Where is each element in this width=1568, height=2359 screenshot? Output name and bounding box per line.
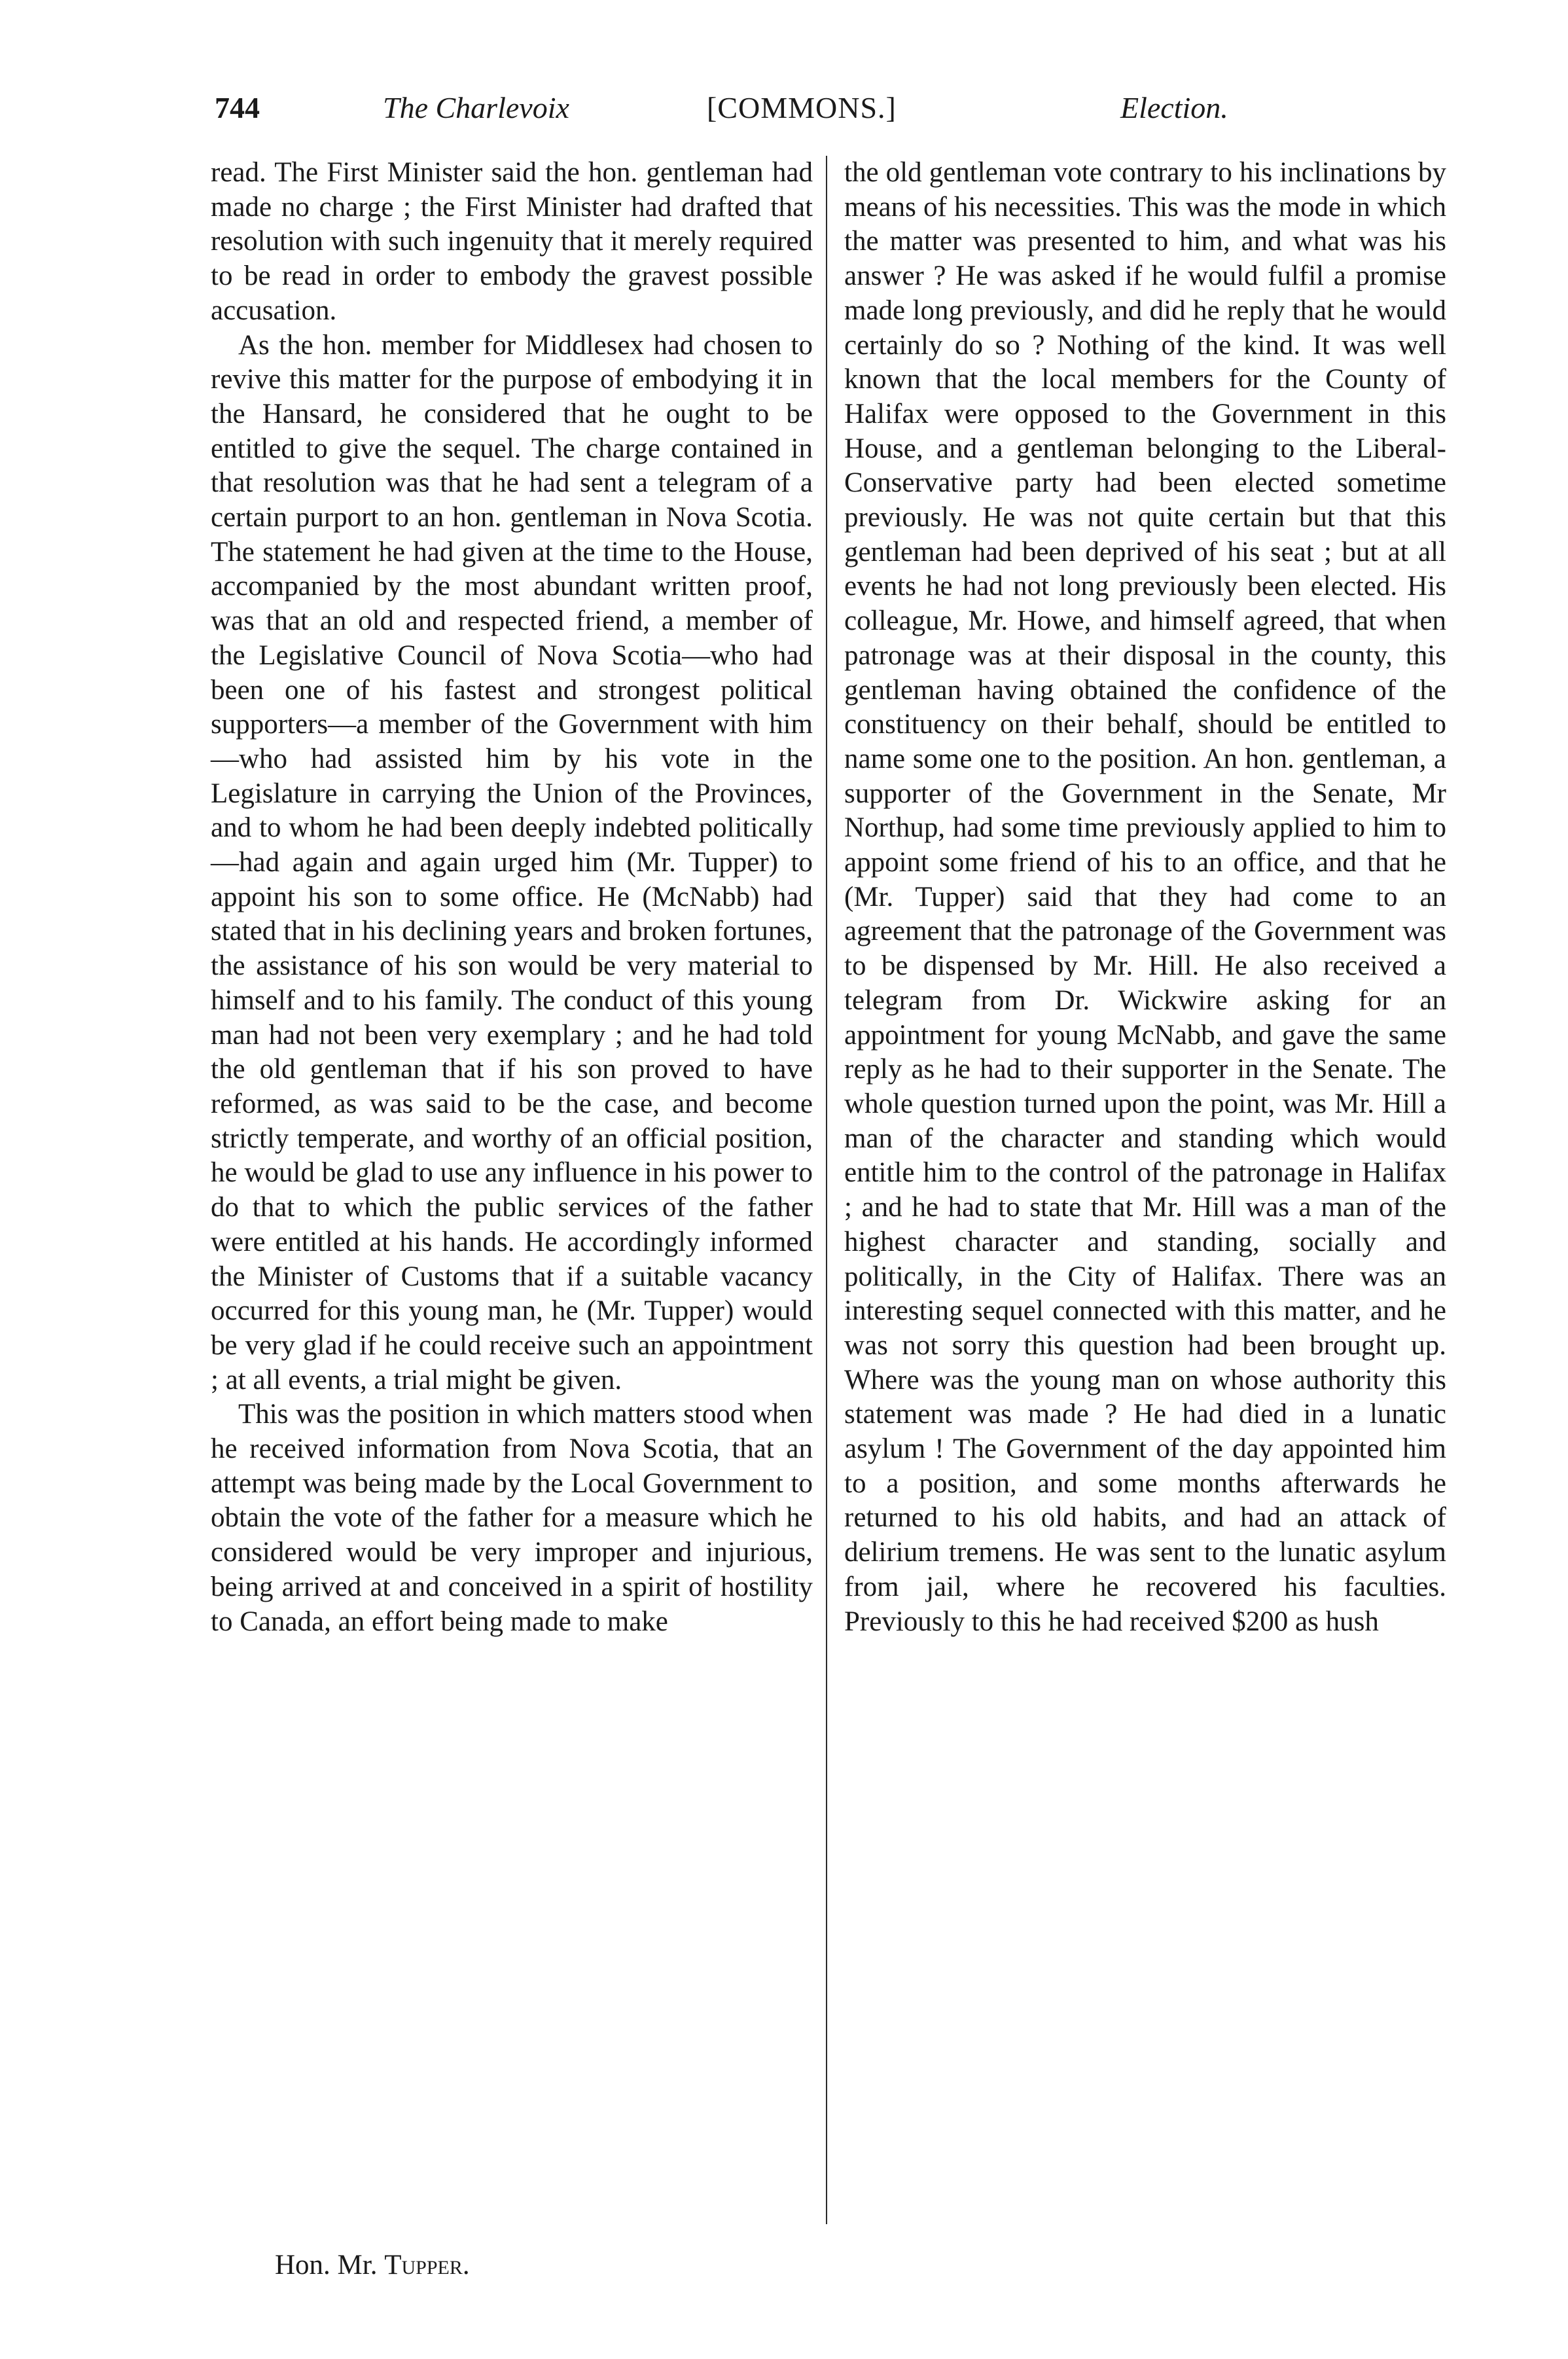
speaker-name: Tupper.	[384, 2250, 470, 2280]
paragraph: As the hon. member for Middlesex had chosen to revive this matter for the purpose of embodying it in the Hansard, he considered that he ought to be entitled to give the sequel. The charge contained in that resolution was that he had sent a telegram of a certain purport to an hon. gentleman in Nova Scotia. The statement he had given at the time to the House, accompanied by the most abundant written proof, was that an old and respected friend, a member of the Legislative Council of Nova Scotia—who had been one of his fastest and strongest political supporters—a member of the Government with him—who had assisted him by his vote in the Legislature in carrying the Union of the Provinces, and to whom he had been deeply indebted politically—had again and again urged him (Mr. Tupper) to appoint his son to some office. He (McNabb) had stated that in his declining years and broken fortunes, the assistance of his son would be very material to himself and to his family. The conduct of this young man had not been very exemplary ; and he had told the old gentleman that if his son proved to have reformed, as was said to be the case, and become strictly temperate, and worthy of an official position, he would be glad to use any influence in his power to do that to which the public services of the father were entitled at his hands. He accordingly informed the Minister of Customs that if a suitable vacancy occurred for this young man, he (Mr. Tupper) would be very glad if he could receive such an appointment ; at all events, a trial might be given.	[211, 329, 813, 1396]
speaker-prefix: Hon. Mr.	[275, 2250, 378, 2280]
running-title: The Charlevoix	[383, 91, 569, 124]
paragraph: read. The First Minister said the hon. gentleman had made no charge ; the First Minister had drafted that resolution with such ingenuity that it merely required to be read in order to embody the gravest possible accusation.	[211, 157, 813, 326]
column-divider	[826, 156, 827, 2224]
house-label: [COMMONS.]	[707, 91, 897, 124]
page-header	[209, 90, 1243, 143]
paragraph: the old gentleman vote contrary to his inclinations by means of his necessities. This was the mode in which the matter was presented to him, and what was his answer ? He was asked if he would fulfil a promise made long previously, and did he reply that he would certainly do so ? Nothing of the kind. It was well known that the local members for the County of Halifax were opposed to the Government in this House, and a gentleman belonging to the Liberal-Conservative party had been elected sometime previously. He was not quite certain but that this gentleman had been deprived of his seat ; but at all events he had not long previously been elected. His colleague, Mr. Howe, and himself agreed, that when patronage was at their disposal in the county, this gentleman having obtained the confidence of the constituency on their behalf, should be entitled to name some one to the position. An hon. gentleman, a supporter of the Government in the Senate, Mr Northup, had some time previously applied to him to appoint some friend of his to an office, and that he (Mr. Tupper) said that they had come to an agreement that the patronage of the Government was to be dispensed by Mr. Hill. He also received a telegram from Dr. Wickwire asking for an appointment for young McNabb, and gave the same reply as he had to their supporter in the Senate. The whole question turned upon the point, was Mr. Hill a man of the character and standing which would entitle him to the control of the patronage in Halifax ; and he had to state that Mr. Hill was a man of the highest character and standing, socially and politically, in the City of Halifax. There was an interesting sequel connected with this matter, and he was not sorry this question had been brought up. Where was the young man on whose authority this statement was made ? He had died in a lunatic asylum ! The Government of the day appointed him to a position, and some months afterwards he returned to his old habits, and had an attack of delirium tremens. He was sent to the lunatic asylum from jail, where he recovered his faculties. Previously to this he had received $200 as hush	[844, 157, 1446, 1637]
left-column	[211, 156, 813, 1639]
paragraph: This was the position in which matters stood when he received information from Nova Scotia, that an attempt was being made by the Local Government to obtain the vote of the father for a measure which he considered would be very improper and injurious, being arrived at and conceived in a spirit of hostility to Canada, an effort being made to make	[211, 1399, 813, 1637]
right-column	[844, 156, 1446, 1639]
speaker-footer	[275, 2249, 470, 2281]
page-number: 744	[215, 91, 260, 124]
running-subject: Election.	[1120, 91, 1228, 124]
